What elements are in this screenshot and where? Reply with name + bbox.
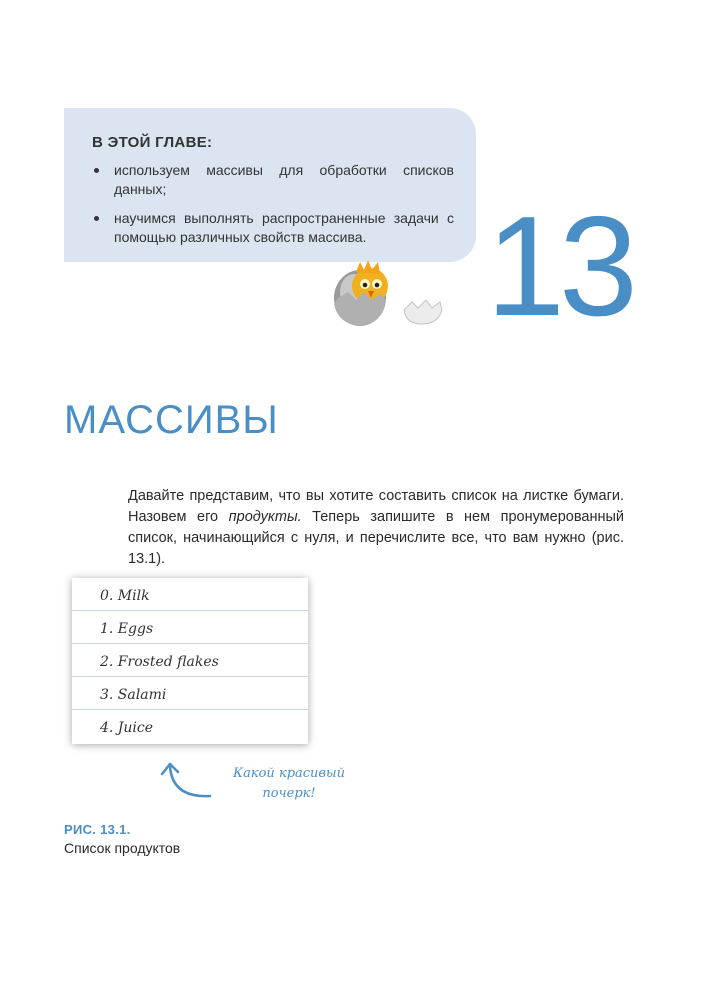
- note-line: Какой красивый: [233, 766, 345, 781]
- chapter-intro-box: [64, 108, 476, 262]
- intro-list-item: научимся выполнять распространенные задачи с помощью различных свойств массива.: [92, 209, 454, 247]
- list-item: 2. Frosted flakes: [72, 644, 308, 677]
- body-text-part1: Давайте представим, что вы хотите составить список на листке бумаги. Назовем его: [128, 488, 624, 525]
- handwritten-note: [214, 764, 364, 804]
- intro-list-item: используем массивы для обработки списков данных;: [92, 161, 454, 199]
- figure-caption: Список продуктов: [64, 840, 181, 856]
- body-text-part2: Теперь запишите в нем пронумерованный список, начинающийся с нуля, и перечислите все, что вам нужно (рис. 13.1).: [128, 509, 624, 567]
- curved-arrow-icon: [150, 758, 214, 802]
- list-item: 4. Juice: [100, 720, 154, 736]
- list-item: 0. Milk: [72, 578, 308, 611]
- shopping-list-paper: [72, 578, 308, 744]
- body-text-emphasis: продукты.: [228, 509, 302, 525]
- figure-label: РИС. 13.1.: [64, 822, 131, 837]
- intro-title: В ЭТОЙ ГЛАВЕ:: [92, 134, 213, 151]
- body-paragraph: [128, 486, 624, 570]
- intro-list: [92, 161, 454, 247]
- chapter-title: МАССИВЫ: [64, 398, 279, 442]
- chapter-number: 13: [486, 187, 632, 346]
- note-line: почерк!: [262, 786, 316, 801]
- hatching-chick-illustration: [320, 258, 470, 330]
- list-item: 1. Eggs: [72, 611, 308, 644]
- list-item: 3. Salami: [72, 677, 308, 710]
